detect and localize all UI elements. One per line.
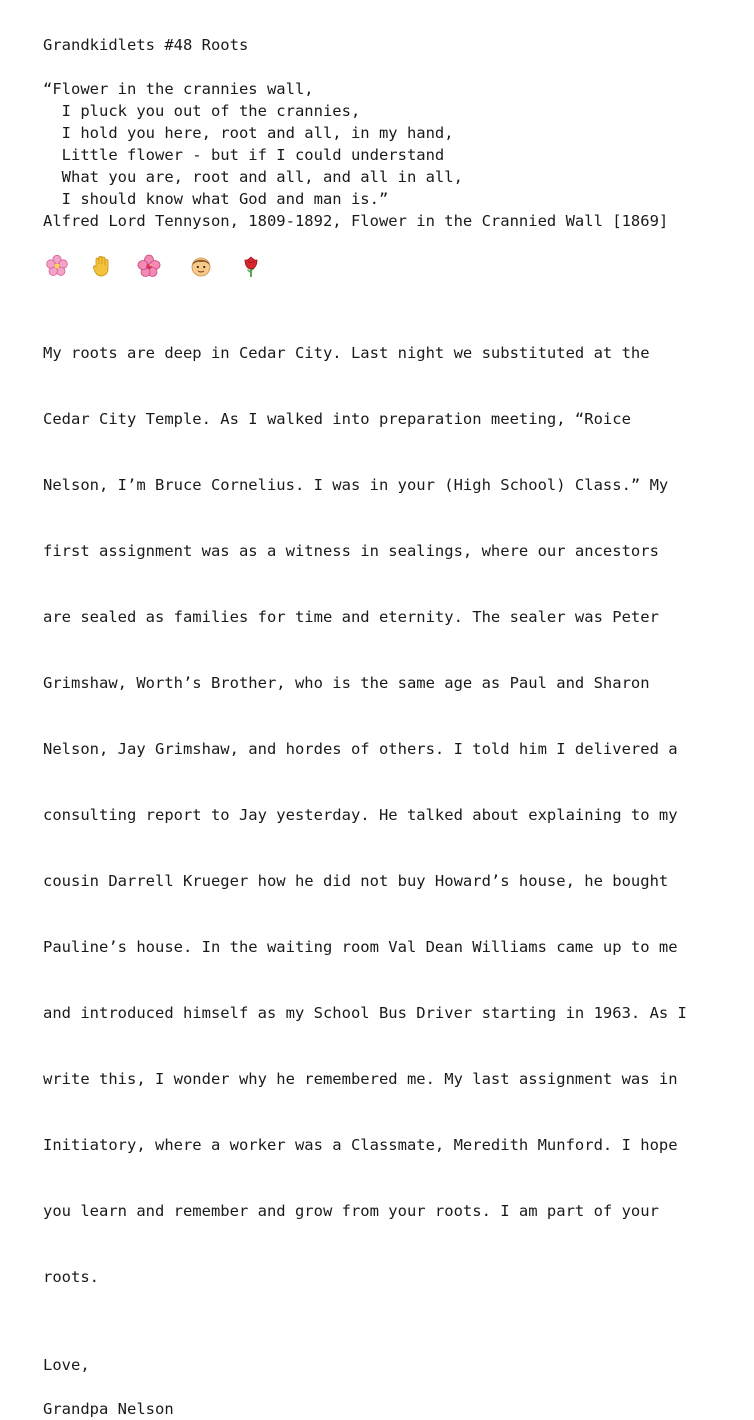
letter [43, 34, 723, 1420]
poem-line: I should know what God and man is.” [43, 190, 389, 208]
letter-title: Grandkidlets #48 Roots [43, 36, 249, 54]
poem-line: “Flower in the crannies wall, [43, 80, 314, 98]
body-line: first assignment was as a witness in sealings, where our ancestors [43, 542, 659, 560]
body-line: roots. [43, 1268, 99, 1286]
body-line: Initiatory, where a worker was a Classmate, Meredith Munford. I hope [43, 1136, 678, 1154]
poem-quote [43, 78, 723, 210]
letter-signature: Grandpa Nelson [43, 1400, 174, 1418]
body-line: Nelson, I’m Bruce Cornelius. I was in your (High School) Class.” My [43, 476, 669, 494]
letter-closing: Love, [43, 1356, 90, 1374]
raised-hand-icon [89, 254, 113, 278]
body-line: Grimshaw, Worth’s Brother, who is the same age as Paul and Sharon [43, 674, 650, 692]
poem-line: What you are, root and all, and all in all, [43, 168, 463, 186]
hibiscus-icon [137, 254, 161, 278]
body-line: Cedar City Temple. As I walked into preparation meeting, “Roice [43, 410, 631, 428]
emoji-row [43, 254, 723, 278]
poem-line: Little flower - but if I could understand [43, 146, 445, 164]
boy-face-icon [189, 254, 213, 278]
body-line: you learn and remember and grow from your roots. I am part of your [43, 1202, 659, 1220]
body-line: My roots are deep in Cedar City. Last night we substituted at the [43, 344, 650, 362]
body-line: Nelson, Jay Grimshaw, and hordes of others. I told him I delivered a [43, 740, 678, 758]
poem-attribution: Alfred Lord Tennyson, 1809-1892, Flower in the Crannied Wall [1869] [43, 212, 669, 230]
body-line: cousin Darrell Krueger how he did not buy Howard’s house, he bought [43, 872, 669, 890]
body-line: consulting report to Jay yesterday. He talked about explaining to my [43, 806, 678, 824]
poem-line: I pluck you out of the crannies, [43, 102, 361, 120]
rose-icon [239, 254, 263, 278]
letter-body [43, 298, 723, 1332]
body-line: and introduced himself as my School Bus Driver starting in 1963. As I [43, 1004, 687, 1022]
poem-line: I hold you here, root and all, in my hand, [43, 124, 454, 142]
cherry-blossom-icon [45, 254, 69, 278]
body-line: are sealed as families for time and eternity. The sealer was Peter [43, 608, 659, 626]
body-line: write this, I wonder why he remembered me. My last assignment was in [43, 1070, 678, 1088]
body-line: Pauline’s house. In the waiting room Val Dean Williams came up to me [43, 938, 678, 956]
